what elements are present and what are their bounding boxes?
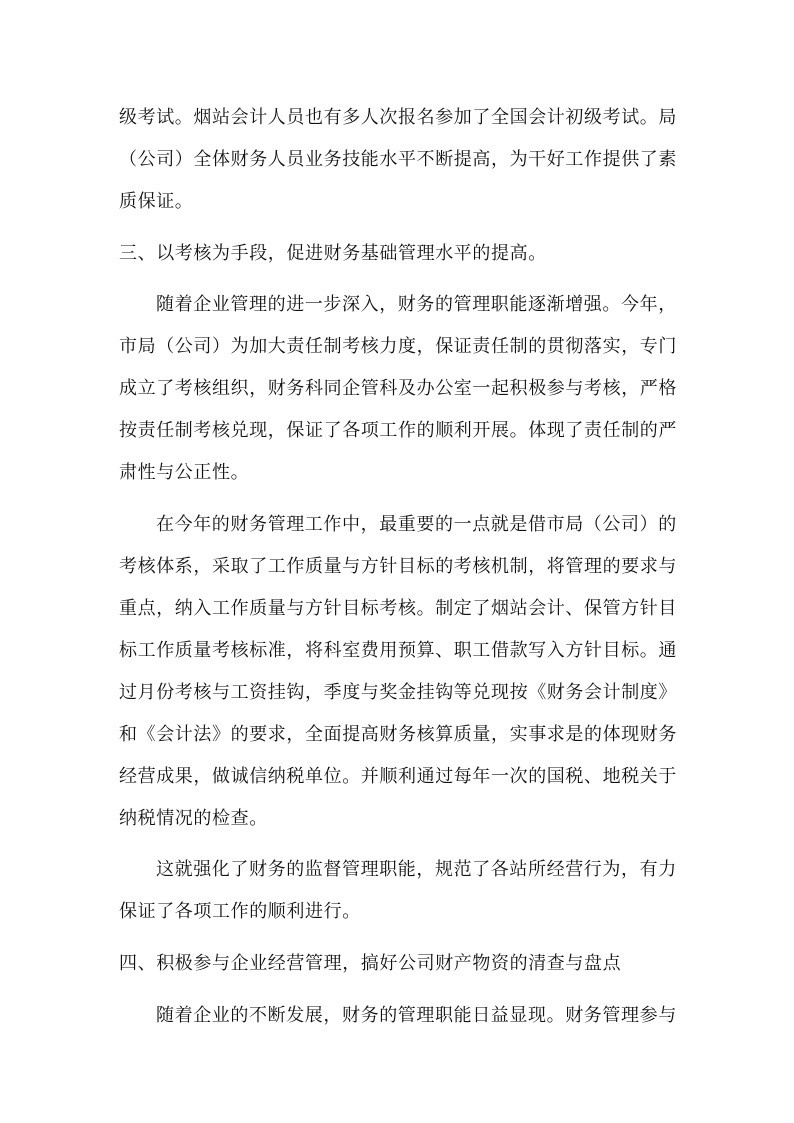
paragraph-line: 过月份考核与工资挂钩，季度与奖金挂钩等兑现按《财务会计制度》 <box>119 682 677 703</box>
paragraph-line: 肃性与公正性。 <box>119 462 250 483</box>
paragraph-line: 重点，纳入工作质量与方针目标考核。制定了烟站会计、保管方针目 <box>119 598 677 619</box>
paragraph-line: 考核体系，采取了工作质量与方针目标的考核机制，将管理的要求与 <box>119 556 677 577</box>
paragraph-line: 市局（公司）为加大责任制考核力度，保证责任制的贯彻落实，专门 <box>119 336 677 357</box>
paragraph-line: （公司）全体财务人员业务技能水平不断提高，为干好工作提供了素 <box>119 149 677 170</box>
section-heading: 四、积极参与企业经营管理，搞好公司财产物资的清查与盘点 <box>119 953 622 974</box>
paragraph-line: 质保证。 <box>119 191 194 212</box>
section-heading: 三、以考核为手段，促进财务基础管理水平的提高。 <box>119 243 547 264</box>
paragraph-line: 这就强化了财务的监督管理职能，规范了各站所经营行为，有力 <box>156 859 677 880</box>
paragraph-line: 随着企业管理的进一步深入，财务的管理职能逐渐增强。今年， <box>156 294 677 315</box>
paragraph-line: 随着企业的不断发展，财务的管理职能日益显现。财务管理参与 <box>156 1005 677 1026</box>
paragraph-line: 标工作质量考核标准，将科室费用预算、职工借款写入方针目标。通 <box>119 640 677 661</box>
paragraph-line: 纳税情况的检查。 <box>119 808 268 829</box>
paragraph-line: 按责任制考核兑现，保证了各项工作的顺利开展。体现了责任制的严 <box>119 420 677 441</box>
paragraph-line: 成立了考核组织，财务科同企管科及办公室一起积极参与考核，严格 <box>119 378 677 399</box>
paragraph-line: 和《会计法》的要求，全面提高财务核算质量，实事求是的体现财务 <box>119 724 677 745</box>
paragraph-line: 在今年的财务管理工作中，最重要的一点就是借市局（公司）的 <box>156 514 677 535</box>
paragraph-line: 级考试。烟站会计人员也有多人次报名参加了全国会计初级考试。局 <box>119 107 677 128</box>
paragraph-line: 经营成果，做诚信纳税单位。并顺利通过每年一次的国税、地税关于 <box>119 766 677 787</box>
paragraph-line: 保证了各项工作的顺利进行。 <box>119 901 361 922</box>
